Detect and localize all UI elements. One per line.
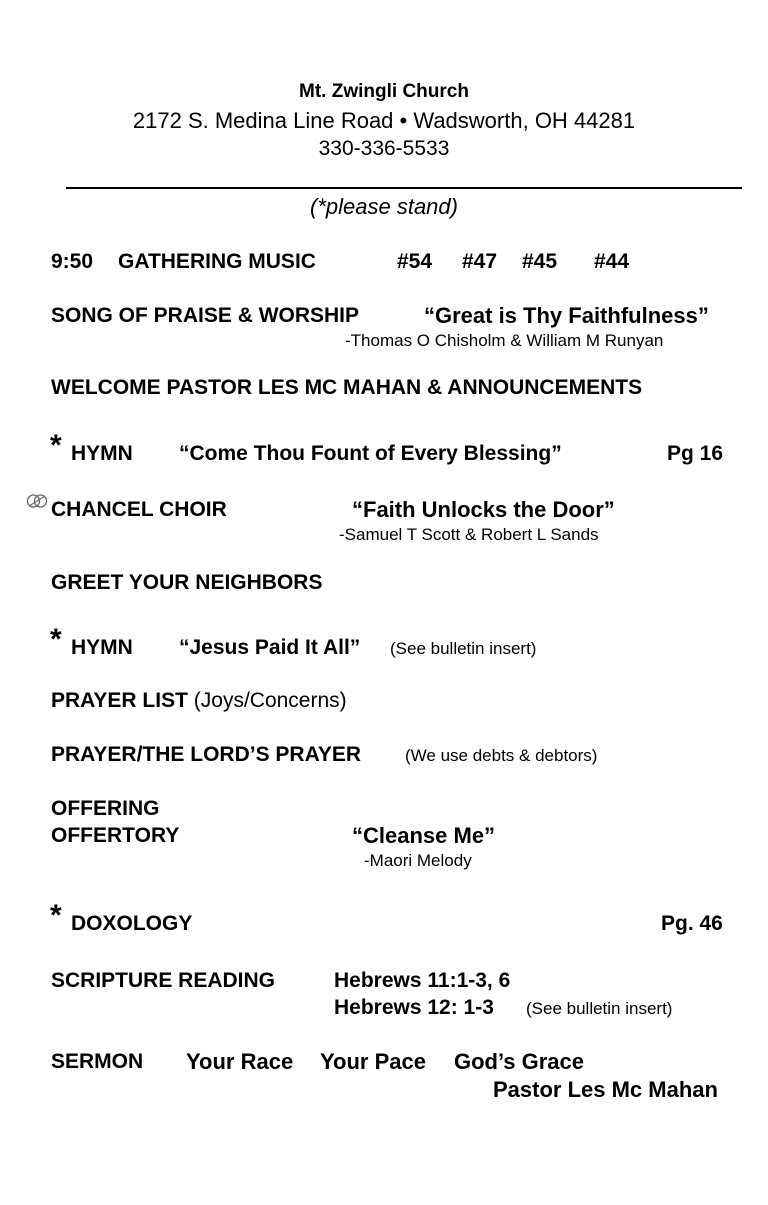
praise-title: “Great is Thy Faithfulness”	[424, 303, 709, 328]
offertory-label: OFFERTORY	[51, 824, 180, 847]
gathering-number: #45	[522, 250, 558, 273]
praise-label: SONG OF PRAISE & WORSHIP	[51, 304, 360, 327]
sermon-label: SERMON	[51, 1050, 144, 1073]
header-divider	[66, 187, 742, 189]
hymn2-note: (See bulletin insert)	[390, 639, 537, 658]
hymn1-title: “Come Thou Fount of Every Blessing”	[179, 442, 562, 465]
praise-credit: -Thomas O Chisholm & William M Runyan	[345, 331, 664, 350]
sermon-title-part: Your Pace	[320, 1049, 426, 1074]
scripture-label: SCRIPTURE READING	[51, 969, 276, 992]
gathering-label: GATHERING MUSIC	[118, 250, 316, 273]
hymn1-label: HYMN	[71, 442, 133, 465]
choir-label: CHANCEL CHOIR	[51, 498, 227, 521]
choir-credit: -Samuel T Scott & Robert L Sands	[339, 525, 599, 544]
scripture-reading-1: Hebrews 11:1-3, 6	[334, 969, 511, 992]
hymn1-page: Pg 16	[667, 442, 724, 465]
greet-label: GREET YOUR NEIGHBORS	[51, 571, 323, 594]
gathering-number: #44	[594, 250, 630, 273]
church-address	[0, 108, 768, 134]
offertory-title: “Cleanse Me”	[352, 823, 496, 848]
sermon-preacher: Pastor Les Mc Mahan	[493, 1077, 718, 1102]
gathering-number: #54	[397, 250, 433, 273]
prayer-list-note: (Joys/Concerns)	[193, 689, 347, 712]
doxology-page: Pg. 46	[661, 912, 723, 935]
offering-label: OFFERING	[51, 797, 160, 820]
welcome-label: WELCOME PASTOR LES MC MAHAN & ANNOUNCEMENTS	[51, 376, 643, 399]
prayer-list-line	[51, 689, 347, 713]
scripture-note: (See bulletin insert)	[526, 999, 673, 1018]
offertory-credit: -Maori Melody	[364, 851, 472, 870]
church-name: Mt. Zwingli Church	[299, 81, 469, 102]
address-separator: •	[399, 108, 408, 133]
lords-prayer-label: PRAYER/THE LORD’S PRAYER	[51, 743, 362, 766]
hymn2-label: HYMN	[71, 636, 133, 659]
stand-note: (*please stand)	[310, 194, 458, 219]
church-phone: 330-336-5533	[318, 137, 450, 160]
gathering-time: 9:50	[51, 250, 94, 273]
choir-title: “Faith Unlocks the Door”	[352, 497, 615, 522]
stand-marker: *	[50, 899, 62, 932]
lords-prayer-note: (We use debts & debtors)	[405, 746, 598, 765]
gathering-number: #47	[462, 250, 498, 273]
stand-marker: *	[50, 623, 62, 656]
stand-marker: *	[50, 429, 62, 462]
address-street: 2172 S. Medina Line Road	[132, 108, 394, 133]
choir-icon	[26, 492, 48, 510]
scripture-reading-2: Hebrews 12: 1-3	[334, 996, 494, 1019]
address-city: Wadsworth, OH 44281	[413, 108, 636, 133]
sermon-title-part: Your Race	[186, 1049, 294, 1074]
doxology-label: DOXOLOGY	[71, 912, 193, 935]
sermon-title-part: God’s Grace	[454, 1049, 585, 1074]
hymn2-title: “Jesus Paid It All”	[179, 636, 361, 659]
prayer-list-label: PRAYER LIST	[51, 689, 188, 712]
